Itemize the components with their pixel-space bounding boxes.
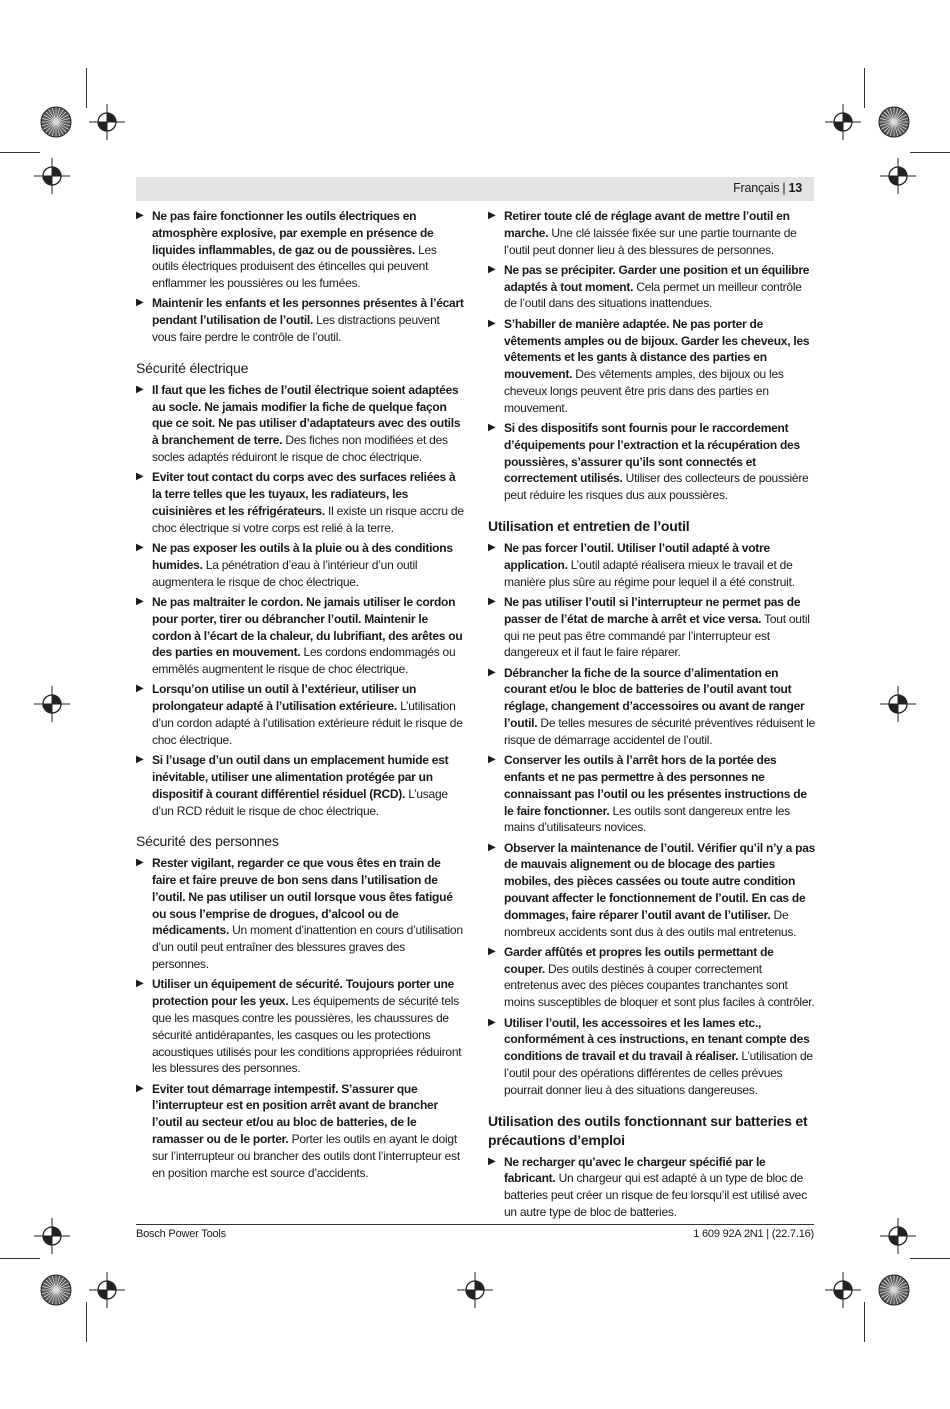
bullet-text: Utiliser des collecteurs de poussière peut réduire les risques dus aux poussières. xyxy=(504,471,809,503)
bullet-item xyxy=(136,976,464,1077)
bullet-bold-text: Maintenir les enfants et les personnes présentes à l’écart pendant l’utilisation de l’outil. xyxy=(152,296,464,328)
bullet-bold-text: Ne pas forcer l’outil. Utiliser l’outil adapté à votre application. xyxy=(504,541,770,572)
bullet-item xyxy=(136,208,464,292)
bullet-arrow-icon: ▶ xyxy=(136,978,144,990)
bullet-arrow-icon: ▶ xyxy=(136,754,144,766)
bullet-item xyxy=(488,665,816,749)
bullet-arrow-icon: ▶ xyxy=(136,542,144,554)
bullet-bold-text: S’habiller de manière adaptée. Ne pas porter de vêtements amples ou de bijoux. Garder les cheveux, les vêtements et les gants à distance des parties en mouvement. xyxy=(504,316,810,382)
bullet-item xyxy=(488,208,816,258)
bullet-bold-text: Ne recharger qu’avec le chargeur spécifié par le fabricant. xyxy=(504,1154,766,1186)
page-header xyxy=(136,177,814,201)
bullet-text: De nombreux accidents sont dus à des outils mal entretenus. xyxy=(504,907,797,939)
bullet-arrow-icon: ▶ xyxy=(136,297,144,309)
right-column xyxy=(488,208,816,1224)
bullet-item xyxy=(136,594,464,678)
bullet-bold-text: Il faut que les fiches de l’outil électrique soient adaptées au socle. Ne jamais modifier la fiche de quelque façon que ce soit. Ne pas utiliser d’adaptateurs avec des outils à branchement de terre. xyxy=(152,382,461,448)
bullet-item xyxy=(488,262,816,312)
bullet-arrow-icon: ▶ xyxy=(488,1155,496,1167)
bullet-text: Un chargeur qui est adapté à un type de bloc de batteries peut créer un risque de feu lorsqu’il est utilisé avec un autre type de bloc de batteries. xyxy=(504,1171,807,1219)
registration-crosshair-icon xyxy=(87,102,127,142)
registration-star-icon xyxy=(877,1273,911,1307)
bullet-arrow-icon: ▶ xyxy=(488,754,496,766)
section-title-battery: Utilisation des outils fonctionnant sur batteries et précautions d’emploi xyxy=(488,1112,808,1148)
crop-mark xyxy=(864,1302,865,1342)
bullet-bold-text: Ne pas exposer les outils à la pluie ou à des conditions humides. xyxy=(152,541,453,572)
bullet-text: Une clé laissée fixée sur une partie tournante de l’outil peut donner lieu à des blessures de personnes. xyxy=(504,225,797,257)
registration-crosshair-icon xyxy=(455,1270,495,1310)
right-intro-list xyxy=(488,208,816,504)
bullet-text: De telles mesures de sécurité préventives réduisent le risque de démarrage accidentel de l’outil. xyxy=(504,716,816,747)
bullet-item xyxy=(488,944,816,1011)
bullet-arrow-icon: ▶ xyxy=(488,210,496,221)
section-title-persons: Sécurité des personnes xyxy=(136,833,279,850)
bullet-item xyxy=(488,420,816,504)
bullet-arrow-icon: ▶ xyxy=(488,263,496,275)
registration-star-icon xyxy=(39,105,73,139)
bullet-item xyxy=(488,1154,816,1221)
bullet-arrow-icon: ▶ xyxy=(488,841,496,853)
bullet-arrow-icon: ▶ xyxy=(488,1016,496,1028)
bullet-item xyxy=(488,840,816,941)
bullet-arrow-icon: ▶ xyxy=(136,210,144,221)
bullet-item xyxy=(136,1081,464,1182)
bullet-text: L’usage d’un RCD réduit le risque de choc électrique. xyxy=(152,786,448,818)
bullet-bold-text: Eviter tout contact du corps avec des surfaces reliées à la terre telles que les tuyaux, les radiateurs, les cuisinières et les réfrigérateurs. xyxy=(152,470,456,518)
bullet-arrow-icon: ▶ xyxy=(136,383,144,395)
bullet-text: La pénétration d’eau à l’intérieur d’un outil augmentera le risque de choc électrique. xyxy=(152,557,418,589)
bullet-arrow-icon: ▶ xyxy=(136,857,144,869)
bullet-bold-text: Si l’usage d’un outil dans un emplacement humide est inévitable, utiliser une alimentation protégée par un dispositif à courant différentiel résiduel (RCD). xyxy=(152,753,449,801)
bullet-text: L’utilisation de l’outil pour des opérations différentes de celles prévues pourrait donner lieu à des situations dangereuses. xyxy=(504,1049,813,1097)
header-separator: | xyxy=(782,181,786,195)
bullet-text: Les équipements de sécurité tels que les masques contre les poussières, les chaussures de sécurité antidérapantes, les casques ou les protections acoustiques utilisés pour les conditions appropriées réduiront les blessures des personnes. xyxy=(152,994,462,1076)
bullet-arrow-icon: ▶ xyxy=(488,542,496,554)
bullet-item xyxy=(136,295,464,345)
footer-doc-ref: 1 609 92A 2N1 | (22.7.16) xyxy=(693,1228,814,1240)
bullet-bold-text: Lorsqu’on utilise un outil à l’extérieur, utiliser un prolongateur adapté à l’utilisation extérieure. xyxy=(152,682,417,714)
bullet-arrow-icon: ▶ xyxy=(136,595,144,607)
bullet-arrow-icon: ▶ xyxy=(488,595,496,607)
bullet-arrow-icon: ▶ xyxy=(488,945,496,957)
bullet-bold-text: Ne pas faire fonctionner les outils électriques en atmosphère explosive, par exemple en présence de liquides inflammables, de gaz ou de poussières. xyxy=(152,209,434,257)
page-number: 13 xyxy=(788,181,802,195)
bullet-bold-text: Ne pas maltraiter le cordon. Ne jamais utiliser le cordon pour porter, tirer ou débrancher l’outil. Maintenir le cordon à l’écart de la chaleur, du lubrifiant, des arêtes ou des parties en mouvement. xyxy=(152,594,463,660)
bullet-arrow-icon: ▶ xyxy=(136,683,144,695)
bullet-bold-text: Garder affûtés et propres les outils permettant de couper. xyxy=(504,944,774,976)
bullet-item xyxy=(136,855,464,973)
bullet-text: Les distractions peuvent vous faire perdre le contrôle de l’outil. xyxy=(152,313,440,345)
bullet-bold-text: Ne pas utiliser l’outil si l’interrupteur ne permet pas de passer de l’état de marche à arrêt et vice versa. xyxy=(504,594,801,626)
bullet-text: L’outil adapté réalisera mieux le travail et de manière plus sûre au régime pour lequel il a été construit. xyxy=(504,557,795,589)
bullet-text: Porter les outils en ayant le doigt sur l’interrupteur ou brancher des outils dont l’interrupteur est en position marche est source d’accidents. xyxy=(152,1132,460,1180)
bullet-text: Il existe un risque accru de choc électrique si votre corps est relié à la terre. xyxy=(152,503,464,535)
bullet-bold-text: Retirer toute clé de réglage avant de mettre l’outil en marche. xyxy=(504,209,790,240)
bullet-bold-text: Observer la maintenance de l’outil. Vérifier qu’il n’y a pas de mauvais alignement ou de blocage des parties mobiles, des pièces cassées ou toute autre condition pouvant affecter le fonctionnement de l’outil. En cas de dommages, faire réparer l’outil avant de l’utiliser. xyxy=(504,840,816,922)
bullet-text: Tout outil qui ne peut pas être commandé par l’interrupteur est dangereux et il faut le faire réparer. xyxy=(504,611,810,660)
crop-mark xyxy=(910,1258,950,1259)
bullet-arrow-icon: ▶ xyxy=(488,422,496,434)
bullet-text: Des fiches non modifiées et des socles adaptés réduiront le risque de choc électrique. xyxy=(152,433,448,465)
persons-list xyxy=(136,855,464,1181)
bullet-bold-text: Rester vigilant, regarder ce que vous êtes en train de faire et faire preuve de bon sens dans l’utilisation de l’outil. Ne pas utiliser un outil lorsque vous êtes fatigué ou sous l’emprise de drogues, d’alcool ou de médicaments. xyxy=(152,856,453,938)
bullet-arrow-icon: ▶ xyxy=(488,666,496,678)
registration-crosshair-icon xyxy=(823,102,863,142)
bullet-item xyxy=(488,752,816,836)
section-title-use: Utilisation et entretien de l’outil xyxy=(488,518,690,535)
bullet-text: Les cordons endommagés ou emmêlés augmentent le risque de choc électrique. xyxy=(152,645,456,677)
bullet-item xyxy=(136,540,464,590)
bullet-bold-text: Ne pas se précipiter. Garder une position et un équilibre adaptés à tout moment. xyxy=(504,262,810,294)
bullet-bold-text: Utiliser un équipement de sécurité. Toujours porter une protection pour les yeux. xyxy=(152,977,455,1009)
bullet-bold-text: Conserver les outils à l’arrêt hors de la portée des enfants et ne pas permettre à des personnes ne connaissant pas l’outil ou les présentes instructions de le faire fonctionner. xyxy=(504,753,807,818)
bullet-item xyxy=(136,469,464,536)
bullet-item xyxy=(488,1015,816,1099)
bullet-text: L’utilisation d’un cordon adapté à l’utilisation extérieure réduit le risque de choc électrique. xyxy=(152,699,463,747)
registration-crosshair-icon xyxy=(87,1270,127,1310)
crop-mark xyxy=(910,152,950,153)
bullet-item xyxy=(136,382,464,466)
bullet-item xyxy=(136,681,464,748)
registration-crosshair-icon xyxy=(878,156,918,196)
bullet-item xyxy=(488,540,816,590)
registration-crosshair-icon xyxy=(878,684,918,724)
registration-crosshair-icon xyxy=(32,684,72,724)
section-title-electric: Sécurité électrique xyxy=(136,359,249,376)
left-column xyxy=(136,208,464,1185)
bullet-arrow-icon: ▶ xyxy=(136,1082,144,1094)
footer-rule xyxy=(136,1224,814,1225)
bullet-text: Cela permet un meilleur contrôle de l’outil dans des situations inattendues. xyxy=(504,279,802,311)
header-language: Français xyxy=(733,181,780,195)
bullet-arrow-icon: ▶ xyxy=(488,317,496,329)
registration-crosshair-icon xyxy=(823,1270,863,1310)
bullet-arrow-icon: ▶ xyxy=(136,471,144,483)
registration-star-icon xyxy=(877,105,911,139)
crop-mark xyxy=(86,1302,87,1342)
intro-list xyxy=(136,208,464,346)
bullet-bold-text: Si des dispositifs sont fournis pour le raccordement d’équipements pour l’extraction et la récupération des poussières, s’assurer qu’ils sont connectés et correctement utilisés. xyxy=(504,421,800,486)
bullet-bold-text: Utiliser l’outil, les accessoires et les lames etc., conformément à ces instructions, en tenant compte des conditions de travail et du travail à réaliser. xyxy=(504,1015,810,1064)
header-text xyxy=(733,181,802,195)
registration-crosshair-icon xyxy=(32,1216,72,1256)
crop-mark xyxy=(864,68,865,108)
footer-brand: Bosch Power Tools xyxy=(136,1228,226,1240)
crop-mark xyxy=(0,152,40,153)
bullet-text: Les outils sont dangereux entre les mains d’utilisateurs novices. xyxy=(504,803,790,835)
registration-star-icon xyxy=(39,1273,73,1307)
bullet-text: Les outils électriques produisent des étincelles qui peuvent enflammer les poussières ou les fumées. xyxy=(152,242,437,291)
crop-mark xyxy=(0,1258,40,1259)
electric-list xyxy=(136,382,464,819)
bullet-text: Un moment d’inattention en cours d’utilisation d’un outil peut entraîner des blessures graves des personnes. xyxy=(152,923,463,972)
registration-crosshair-icon xyxy=(32,156,72,196)
bullet-text: Des outils destinés à couper correctement entretenus avec des pièces coupantes tranchantes sont moins susceptibles de bloquer et sont plus faciles à contrôler. xyxy=(504,961,815,1010)
bullet-item xyxy=(136,752,464,819)
bullet-bold-text: Eviter tout démarrage intempestif. S’assurer que l’interrupteur est en position arrêt avant de brancher l’outil au secteur et/ou au bloc de batteries, de le ramasser ou de le porter. xyxy=(152,1081,438,1147)
bullet-item xyxy=(488,316,816,417)
use-list xyxy=(488,540,816,1099)
battery-list xyxy=(488,1154,816,1221)
bullet-bold-text: Débrancher la fiche de la source d’alimentation en courant et/ou le bloc de batteries de l’outil avant tout réglage, changement d’accessoires ou avant de ranger l’outil. xyxy=(504,665,805,731)
crop-mark xyxy=(86,68,87,108)
bullet-item xyxy=(488,594,816,661)
registration-crosshair-icon xyxy=(878,1216,918,1256)
bullet-text: Des vêtements amples, des bijoux ou les cheveux longs peuvent être pris dans des parties en mouvement. xyxy=(504,367,784,415)
